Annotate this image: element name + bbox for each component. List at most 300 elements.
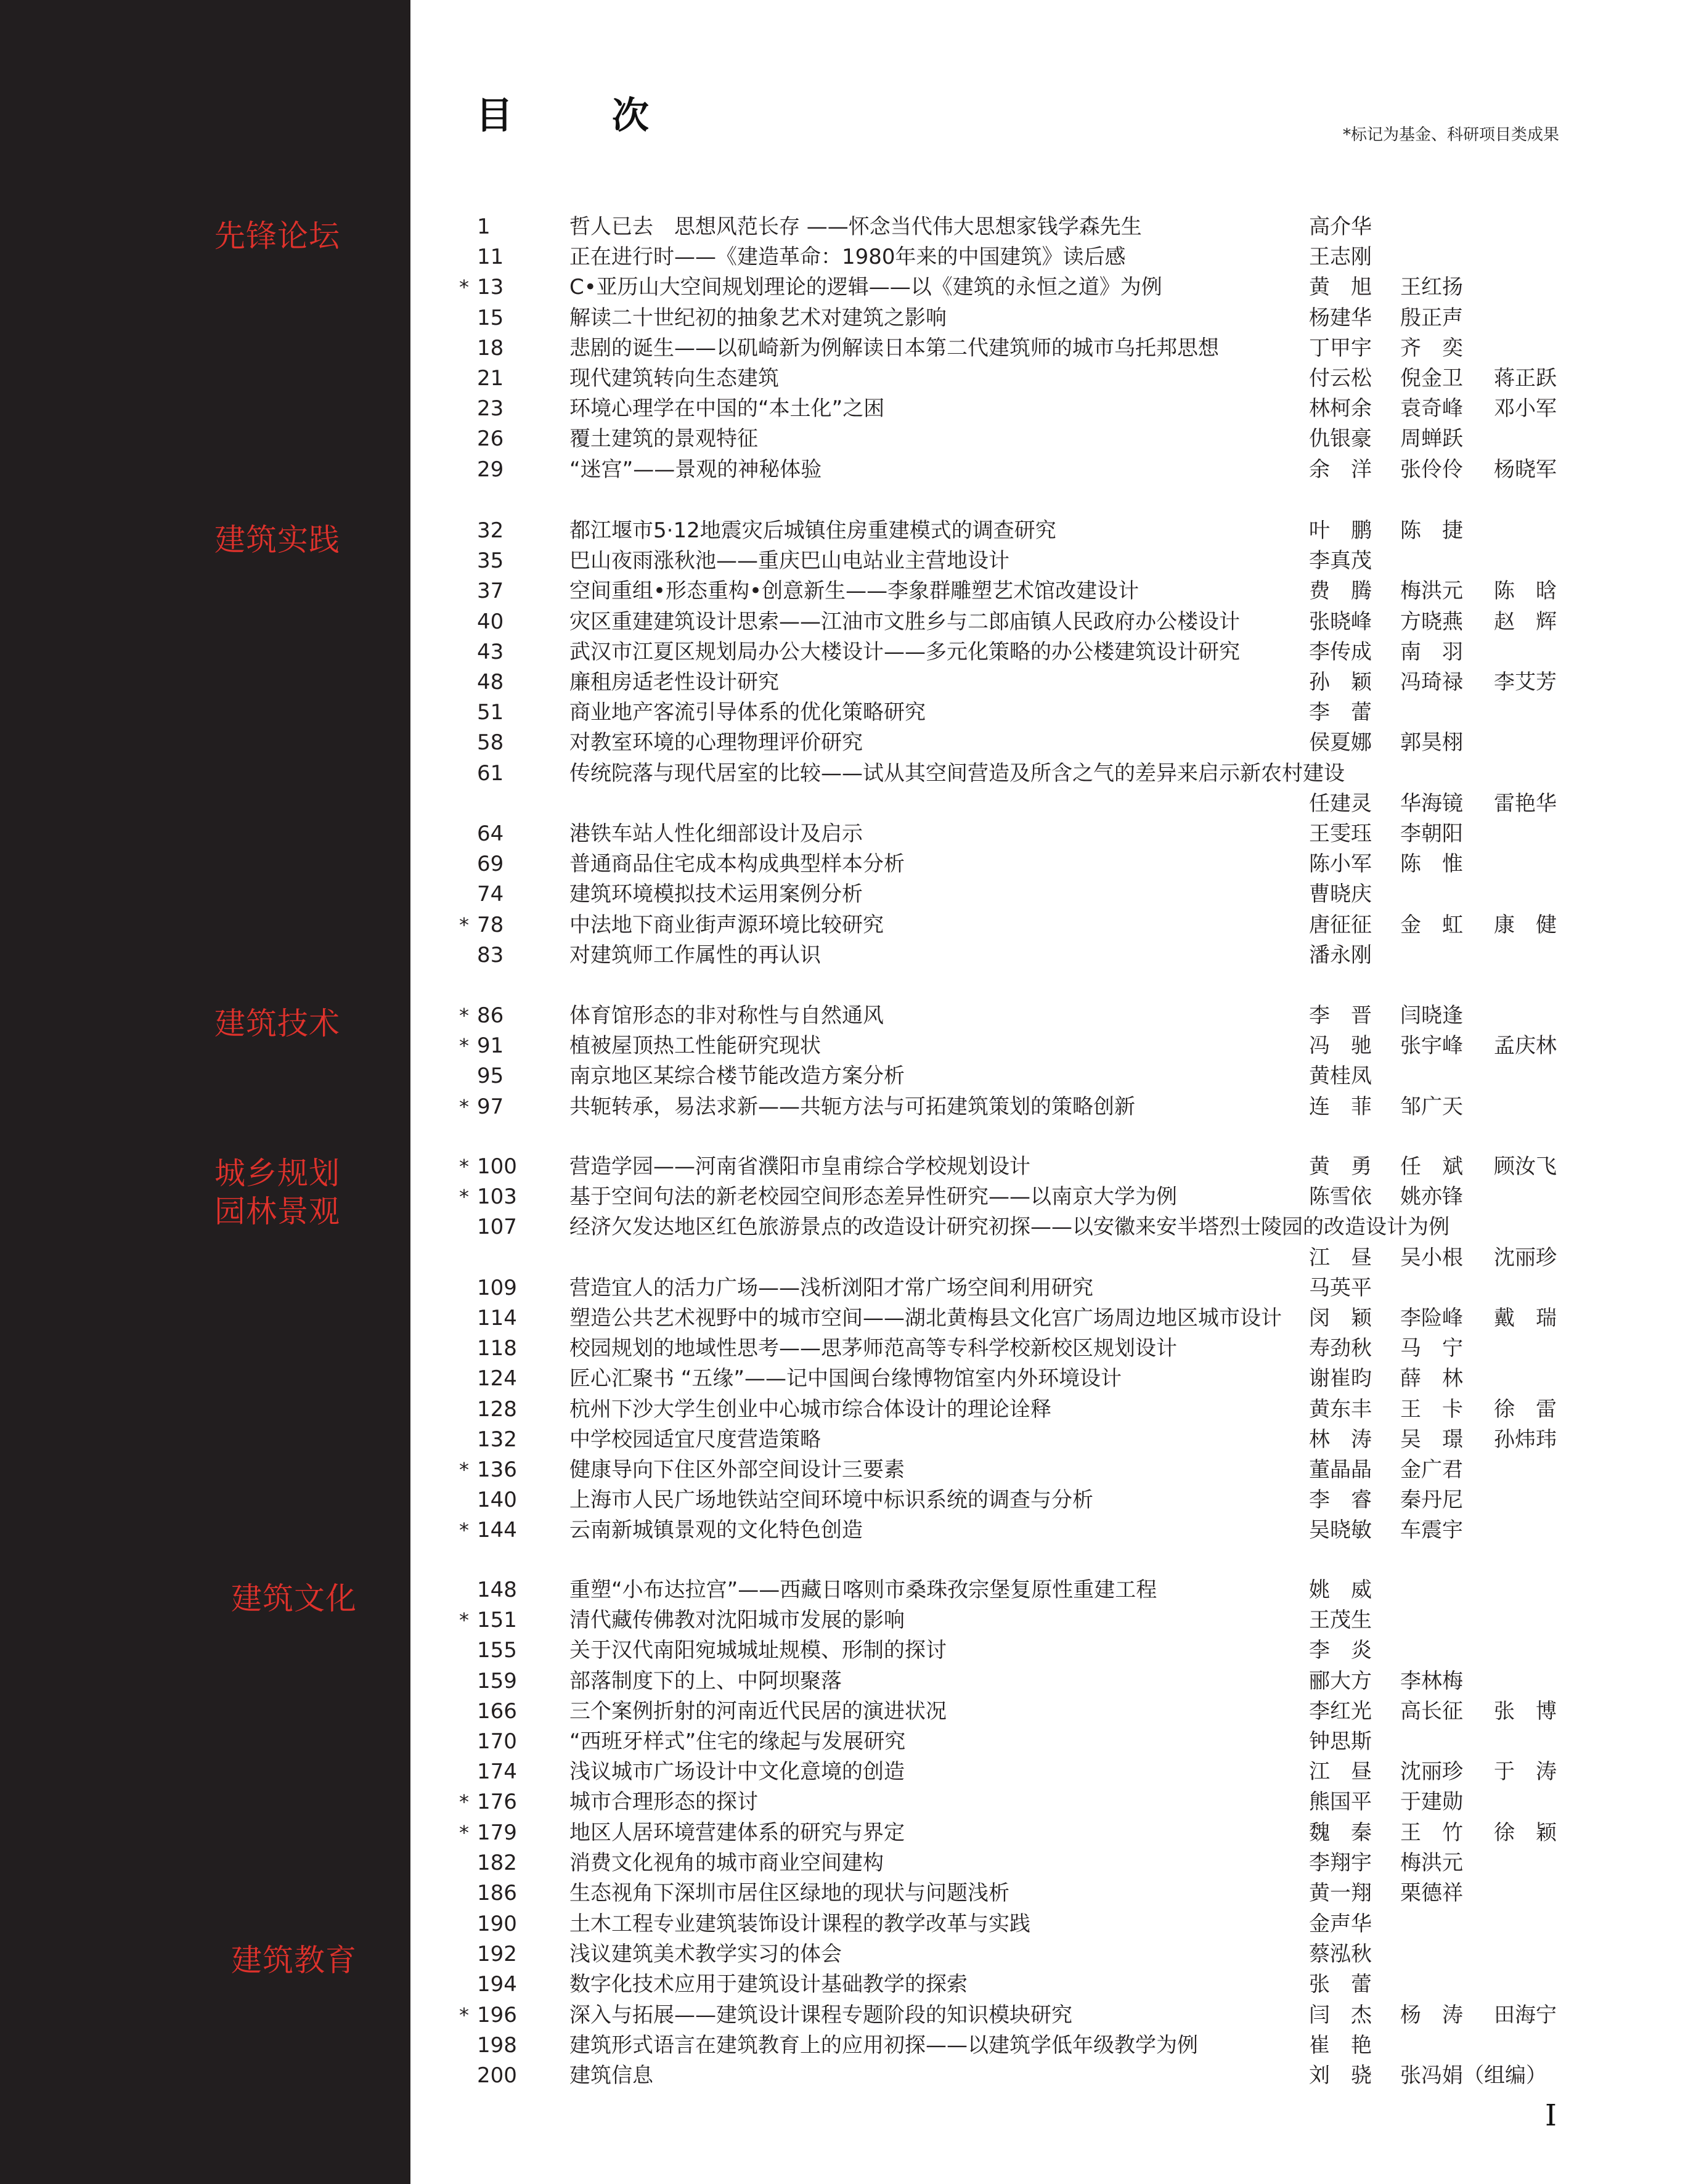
toc-entry[interactable] [0,1787,1696,1817]
entry-author: 周蝉跃 [1400,426,1463,451]
toc-entry-authors [0,1242,1696,1273]
toc-entry[interactable] [0,1394,1696,1425]
entry-author: 沈丽珍 [1400,1759,1463,1784]
entry-author: 潘永刚 [1309,943,1372,968]
entry-author: 方晓燕 [1400,609,1463,634]
entry-author: 薛 林 [1400,1366,1463,1391]
entry-author: 李 睿 [1309,1488,1372,1512]
section-label-line: 园林景观 [214,1194,340,1229]
toc-entry[interactable] [0,454,1696,485]
section-label-line: 城乡规划 [214,1155,340,1191]
entry-author: 栗德祥 [1400,1881,1463,1905]
toc-entry[interactable] [0,697,1696,728]
entry-author: 王 卡 [1400,1397,1463,1422]
entry-author: 赵 辉 [1494,609,1557,634]
entry-page: 109 [477,1276,517,1300]
entry-page: 23 [477,396,504,421]
entry-author: 寿劲秋 [1309,1336,1372,1361]
fund-marker: * [459,2003,469,2027]
entry-author: 陈雪依 [1309,1184,1372,1209]
entry-author: 陈小军 [1309,852,1372,876]
entry-page: 107 [477,1215,517,1239]
section-label-line: 建筑教育 [231,1942,357,1978]
entry-page: 124 [477,1366,517,1391]
entry-title: 中法地下商业街声源环境比较研究 [569,913,884,937]
entry-author: 张 博 [1494,1699,1557,1724]
entry-title: 营造宜人的活力广场——浅析浏阳才常广场空间利用研究 [569,1276,1093,1300]
entry-author: 袁奇峰 [1400,396,1463,421]
entry-author: 孙 颖 [1309,670,1372,695]
entry-page: 192 [477,1942,517,1966]
entry-author: 闵 颖 [1309,1306,1372,1330]
toc-entry[interactable] [0,303,1696,333]
entry-page: 21 [477,366,504,391]
entry-page: 136 [477,1457,517,1482]
entry-author: 高长征 [1400,1699,1463,1724]
section-label [214,1004,340,1043]
entry-author: 丁甲宇 [1309,336,1372,361]
entry-author: 熊国平 [1309,1790,1372,1814]
entry-title: 塑造公共艺术视野中的城市空间——湖北黄梅县文化宫广场周边地区城市设计 [569,1306,1282,1330]
entry-page: 176 [477,1790,517,1814]
entry-author: 马英平 [1309,1276,1372,1300]
entry-title: “迷宫”——景观的神秘体验 [569,457,822,482]
entry-author: 陈 捷 [1400,518,1463,543]
entry-author: 闫 杰 [1309,2003,1372,2027]
entry-page: 179 [477,1820,517,1845]
entry-title: 都江堰市5·12地震灾后城镇住房重建模式的调查研究 [569,518,1056,543]
toc-entry[interactable] [0,818,1696,849]
entry-title: 中学校园适宜尺度营造策略 [569,1427,821,1452]
entry-title: 深入与拓展——建筑设计课程专题阶段的知识模块研究 [569,2003,1072,2027]
entry-author: 郦大方 [1309,1669,1372,1693]
entry-author: 于建勋 [1400,1790,1463,1814]
entry-title: 校园规划的地域性思考——思茅师范高等专科学校新校区规划设计 [569,1336,1177,1361]
entry-title: 关于汉代南阳宛城城址规模、形制的探讨 [569,1638,947,1663]
entry-page: 132 [477,1427,517,1452]
toc-entry[interactable] [0,637,1696,667]
entry-author: 叶 鹏 [1309,518,1372,543]
entry-title: 港铁车站人性化细部设计及启示 [569,821,863,846]
funding-note: *标记为基金、科研项目类成果 [1342,126,1559,144]
entry-author: 杨 涛 [1400,2003,1463,2027]
entry-title: 经济欠发达地区红色旅游景点的改造设计研究初探——以安徽来安半塔烈士陵园的改造设计为例 [569,1215,1449,1239]
toc-entry[interactable] [0,1333,1696,1364]
entry-title: 建筑形式语言在建筑教育上的应用初探——以建筑学低年级教学为例 [569,2033,1198,2058]
toc-entry[interactable] [0,333,1696,364]
entry-author: 张晓峰 [1309,609,1372,634]
entry-author: 李红光 [1309,1699,1372,1724]
entry-page: 64 [477,821,504,846]
entry-author: 付云松 [1309,366,1372,391]
fund-marker: * [459,1608,469,1632]
entry-author: 江 昼 [1309,1245,1372,1270]
toc-entry[interactable] [0,1515,1696,1546]
entry-author: 李朝阳 [1400,821,1463,846]
section-label [214,217,340,255]
entry-author: 李险峰 [1400,1306,1463,1330]
entry-title: 城市合理形态的探讨 [569,1790,758,1814]
entry-page: 69 [477,852,504,876]
entry-author: 李 晋 [1309,1003,1372,1028]
entry-page: 140 [477,1488,517,1512]
entry-author: 华海镜 [1400,791,1463,816]
entry-page: 128 [477,1397,517,1422]
toc-entry[interactable] [0,2060,1696,2091]
section-label-line: 先锋论坛 [214,218,340,254]
toc-entry[interactable] [0,1091,1696,1122]
entry-author: 姚亦锋 [1400,1184,1463,1209]
entry-page: 29 [477,457,504,482]
page-number: I [1545,2098,1557,2133]
entry-page: 18 [477,336,504,361]
section-label [231,1579,357,1618]
entry-page: 11 [477,245,504,269]
entry-author: 蒋正跃 [1494,366,1557,391]
entry-title: 南京地区某综合楼节能改造方案分析 [569,1064,905,1088]
entry-author: 车震宇 [1400,1518,1463,1542]
entry-author: 黄 旭 [1309,275,1372,299]
entry-author: 梅洪元 [1400,1851,1463,1875]
entry-page: 144 [477,1518,517,1542]
entry-author: 于 涛 [1494,1759,1557,1784]
entry-page: 91 [477,1033,504,1058]
toc-entry[interactable] [0,667,1696,698]
toc-entry[interactable] [0,2030,1696,2061]
fund-marker: * [459,1518,469,1542]
toc-entry[interactable] [0,1696,1696,1727]
entry-author: 王雯珏 [1309,821,1372,846]
entry-page: 15 [477,306,504,330]
entry-title: 上海市人民广场地铁站空间环境中标识系统的调查与分析 [569,1488,1093,1512]
page-title: 目 次 [476,94,692,137]
entry-title: 营造学园——河南省濮阳市皇甫综合学校规划设计 [569,1154,1030,1179]
entry-author: 陈 晗 [1494,579,1557,603]
entry-author: 吴晓敏 [1309,1518,1372,1542]
entry-author: 黄东丰 [1309,1397,1372,1422]
entry-author: 陈 惟 [1400,852,1463,876]
fund-marker: * [459,1095,469,1118]
entry-author: 殷正声 [1400,306,1463,330]
entry-author: 金 虹 [1400,913,1463,937]
entry-page: 200 [477,2063,517,2088]
entry-author: 连 菲 [1309,1094,1372,1119]
entry-title: 现代建筑转向生态建筑 [569,366,779,391]
toc-entry[interactable] [0,2000,1696,2031]
entry-author: 南 羽 [1400,640,1463,664]
entry-author: 李翔宇 [1309,1851,1372,1875]
toc-entry[interactable] [0,849,1696,879]
entry-author: 刘 骁 [1309,2063,1372,2088]
entry-author: 林柯余 [1309,396,1372,421]
entry-title: 武汉市江夏区规划局办公大楼设计——多元化策略的办公楼建筑设计研究 [569,640,1240,664]
entry-author: 曹晓庆 [1309,882,1372,907]
toc-entry-authors [0,788,1696,819]
entry-title: 基于空间句法的新老校园空间形态差异性研究——以南京大学为例 [569,1184,1177,1209]
entry-author: 张 蕾 [1309,1972,1372,1997]
fund-marker: * [459,1790,469,1814]
entry-author: 徐 雷 [1494,1397,1557,1422]
fund-marker: * [459,1004,469,1027]
toc-entry[interactable] [0,1303,1696,1334]
entry-author: 倪金卫 [1400,366,1463,391]
toc-entry[interactable] [0,363,1696,394]
entry-page: 190 [477,1912,517,1936]
fund-marker: * [459,1185,469,1208]
entry-page: 86 [477,1003,504,1028]
entry-author: 李 蕾 [1309,700,1372,725]
entry-page: 97 [477,1094,504,1119]
toc-entry[interactable] [0,1424,1696,1455]
toc-entry[interactable] [0,1726,1696,1757]
entry-author: 任 斌 [1400,1154,1463,1179]
entry-author: 冯琦禄 [1400,670,1463,695]
entry-author: 雷艳华 [1494,791,1557,816]
entry-author: 王红扬 [1400,275,1463,299]
entry-author: 魏 秦 [1309,1820,1372,1845]
entry-page: 170 [477,1729,517,1754]
entry-author: 闫晓逢 [1400,1003,1463,1028]
entry-title: 覆土建筑的景观特征 [569,426,758,451]
toc-entry[interactable] [0,1454,1696,1485]
entry-title: 廉租房适老性设计研究 [569,670,779,695]
section-label-line: 建筑实践 [214,522,340,558]
entry-title: 灾区重建建筑设计思索——江油市文胜乡与二郎庙镇人民政府办公楼设计 [569,609,1240,634]
entry-author: 金声华 [1309,1912,1372,1936]
toc-entry[interactable] [0,1061,1696,1091]
entry-title: 悲剧的诞生——以矶崎新为例解读日本第二代建筑师的城市乌托邦思想 [569,336,1219,361]
entry-author: 杨晓军 [1494,457,1557,482]
entry-author: 黄桂凤 [1309,1064,1372,1088]
entry-page: 166 [477,1699,517,1724]
entry-title: 重塑“小布达拉宫”——西藏日喀则市桑珠孜宗堡复原性重建工程 [569,1578,1157,1602]
fund-marker: * [459,1155,469,1178]
entry-author: 王 竹 [1400,1820,1463,1845]
entry-title: 共轭转承，易法求新——共轭方法与可拓建筑策划的策略创新 [569,1094,1135,1119]
entry-page: 74 [477,882,504,907]
entry-page: 1 [477,214,491,239]
entry-page: 32 [477,518,504,543]
entry-author: 张宇峰 [1400,1033,1463,1058]
entry-author: 顾汝飞 [1494,1154,1557,1179]
entry-title: 浅议建筑美术教学实习的体会 [569,1942,842,1966]
toc-entry[interactable] [0,910,1696,940]
entry-author: 李 炎 [1309,1638,1372,1663]
entry-page: 118 [477,1336,517,1361]
entry-author: 吴 璟 [1400,1427,1463,1452]
toc-entry[interactable] [0,1485,1696,1515]
entry-page: 103 [477,1184,517,1209]
section-label [214,521,340,559]
entry-title: 空间重组•形态重构•创意新生——李象群雕塑艺术馆改建设计 [569,579,1140,603]
fund-marker: * [459,1034,469,1057]
entry-page: 13 [477,275,504,299]
entry-author: 高介华 [1309,214,1372,239]
entry-title: 消费文化视角的城市商业空间建构 [569,1851,884,1875]
entry-author: 戴 瑞 [1494,1306,1557,1330]
entry-title: C•亚历山大空间规划理论的逻辑——以《建筑的永恒之道》为例 [569,275,1162,299]
entry-author: 姚 威 [1309,1578,1372,1602]
toc-entry[interactable] [0,1756,1696,1787]
entry-author: 冯 驰 [1309,1033,1372,1058]
entry-title: 体育馆形态的非对称性与自然通风 [569,1003,884,1028]
entry-author: 康 健 [1494,913,1557,937]
entry-author: 李艾芳 [1494,670,1557,695]
entry-title: 植被屋顶热工性能研究现状 [569,1033,821,1058]
entry-author: 郭昊栩 [1400,730,1463,755]
entry-title: 解读二十世纪初的抽象艺术对建筑之影响 [569,306,947,330]
entry-title: 商业地产客流引导体系的优化策略研究 [569,700,926,725]
entry-author: 黄 勇 [1309,1154,1372,1179]
toc-entry[interactable] [0,1666,1696,1697]
entry-author: 孙炜玮 [1494,1427,1557,1452]
entry-page: 151 [477,1608,517,1632]
entry-author: 张伶伶 [1400,457,1463,482]
entry-title: 生态视角下深圳市居住区绿地的现状与问题浅析 [569,1881,1009,1905]
entry-author: 王志刚 [1309,245,1372,269]
entry-author: 仇银豪 [1309,426,1372,451]
entry-page: 37 [477,579,504,603]
toc-entry[interactable] [0,576,1696,606]
entry-author: 徐 颖 [1494,1820,1557,1845]
entry-page: 43 [477,640,504,664]
entry-author: 邓小军 [1494,396,1557,421]
entry-page: 26 [477,426,504,451]
entry-page: 83 [477,943,504,968]
entry-page: 95 [477,1064,504,1088]
toc-entry[interactable] [0,1848,1696,1878]
entry-title: 云南新城镇景观的文化特色创造 [569,1518,863,1542]
section-label-line: 建筑技术 [214,1006,340,1041]
entry-author: 吴小根 [1400,1245,1463,1270]
entry-title: 部落制度下的上、中阿坝聚落 [569,1669,842,1693]
toc-entry[interactable] [0,879,1696,910]
toc-entry[interactable] [0,606,1696,637]
entry-author: 张冯娟（组编） [1400,2063,1547,2088]
toc-entry[interactable] [0,727,1696,758]
entry-title: 建筑信息 [569,2063,653,2088]
entry-page: 198 [477,2033,517,2058]
entry-title: 哲人已去 思想风范长存 ——怀念当代伟大思想家钱学森先生 [569,214,1142,239]
toc-entry[interactable] [0,1363,1696,1394]
entry-title: 环境心理学在中国的“本土化”之困 [569,396,885,421]
entry-author: 沈丽珍 [1494,1245,1557,1270]
entry-page: 78 [477,913,504,937]
entry-author: 金广君 [1400,1457,1463,1482]
entry-author: 崔 艳 [1309,2033,1372,2058]
entry-author: 齐 奕 [1400,336,1463,361]
entry-title: 土木工程专业建筑装饰设计课程的教学改革与实践 [569,1912,1030,1936]
entry-title: 普通商品住宅成本构成典型样本分析 [569,852,905,876]
entry-page: 194 [477,1972,517,1997]
entry-page: 182 [477,1851,517,1875]
entry-author: 江 昼 [1309,1759,1372,1784]
entry-author: 余 洋 [1309,457,1372,482]
entry-title: 清代藏传佛教对沈阳城市发展的影响 [569,1608,905,1632]
entry-author: 侯夏娜 [1309,730,1372,755]
entry-page: 100 [477,1154,517,1179]
entry-author: 任建灵 [1309,791,1372,816]
entry-title: 对教室环境的心理物理评价研究 [569,730,863,755]
entry-page: 51 [477,700,504,725]
entry-author: 孟庆林 [1494,1033,1557,1058]
entry-title: 正在进行时——《建造革命：1980年来的中国建筑》读后感 [569,245,1126,269]
toc-entry[interactable] [0,1635,1696,1666]
entry-title: 杭州下沙大学生创业中心城市综合体设计的理论诠释 [569,1397,1051,1422]
entry-page: 196 [477,2003,517,2027]
entry-author: 李传成 [1309,640,1372,664]
entry-page: 114 [477,1306,517,1330]
entry-page: 174 [477,1759,517,1784]
entry-page: 148 [477,1578,517,1602]
fund-marker: * [459,913,469,937]
entry-page: 159 [477,1669,517,1693]
entry-author: 董晶晶 [1309,1457,1372,1482]
entry-page: 155 [477,1638,517,1663]
entry-title: 对建筑师工作属性的再认识 [569,943,821,968]
entry-author: 邹广天 [1400,1094,1463,1119]
entry-title: 匠心汇聚书 “五缘”——记中国闽台缘博物馆室内外环境设计 [569,1366,1122,1391]
entry-page: 40 [477,609,504,634]
entry-author: 梅洪元 [1400,579,1463,603]
entry-author: 杨建华 [1309,306,1372,330]
toc-entry[interactable] [0,393,1696,424]
entry-author: 唐征征 [1309,913,1372,937]
entry-page: 58 [477,730,504,755]
entry-author: 李真茂 [1309,548,1372,573]
toc-entry[interactable] [0,1909,1696,1939]
section-label-line: 建筑文化 [231,1581,357,1616]
entry-page: 186 [477,1881,517,1905]
entry-author: 费 腾 [1309,579,1372,603]
toc-entry[interactable] [0,1273,1696,1303]
toc-entry[interactable] [0,940,1696,971]
entry-author: 秦丹尼 [1400,1488,1463,1512]
entry-author: 蔡泓秋 [1309,1942,1372,1966]
entry-author: 黄一翔 [1309,1881,1372,1905]
entry-title: 建筑环境模拟技术运用案例分析 [569,882,863,907]
entry-page: 35 [477,548,504,573]
toc-entry[interactable] [0,1817,1696,1848]
entry-title: 地区人居环境营建体系的研究与界定 [569,1820,905,1845]
fund-marker: * [459,1821,469,1844]
entry-title: 健康导向下住区外部空间设计三要素 [569,1457,905,1482]
entry-author: 钟思斯 [1309,1729,1372,1754]
entry-title: 数字化技术应用于建筑设计基础教学的探索 [569,1972,968,1997]
fund-marker: * [459,275,469,299]
entry-title: “西班牙样式”住宅的缘起与发展研究 [569,1729,906,1754]
fund-marker: * [459,1458,469,1481]
entry-page: 61 [477,761,504,786]
section-label [214,1154,340,1231]
toc-entry[interactable] [0,1878,1696,1909]
entry-author: 林 涛 [1309,1427,1372,1452]
entry-author: 李林梅 [1400,1669,1463,1693]
section-label [231,1941,357,1979]
entry-title: 三个案例折射的河南近代民居的演进状况 [569,1699,947,1724]
entry-title: 巴山夜雨涨秋池——重庆巴山电站业主营地设计 [569,548,1009,573]
entry-author: 田海宁 [1494,2003,1557,2027]
toc-entry[interactable] [0,423,1696,454]
entry-title: 浅议城市广场设计中文化意境的创造 [569,1759,905,1784]
toc-entry[interactable] [0,272,1696,303]
entry-author: 谢崔昀 [1309,1366,1372,1391]
entry-author: 马 宁 [1400,1336,1463,1361]
entry-title: 传统院落与现代居室的比较——试从其空间营造及所含之气的差异来启示新农村建设 [569,761,1345,786]
entry-page: 48 [477,670,504,695]
entry-author: 王茂生 [1309,1608,1372,1632]
toc-entry[interactable] [0,758,1696,789]
